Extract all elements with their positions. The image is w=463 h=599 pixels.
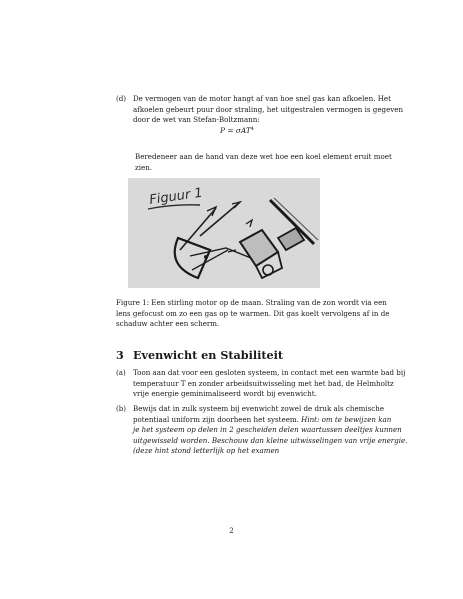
equation-body: P = σAT <box>220 126 251 135</box>
stefan-boltzmann-equation <box>220 126 254 135</box>
question-d-line: De vermogen van de motor hangt af van hoe snel gas kan afkoelen. Het <box>133 94 391 103</box>
question-a-line: vrije energie geminimaliseerd wordt bij evenwicht. <box>133 389 317 399</box>
question-b-text <box>133 404 407 457</box>
question-d-line: door de wet van Stefan-Boltzmann: <box>133 115 260 125</box>
equation-exponent: 4 <box>250 126 254 132</box>
question-d-line: afkoelen gebeurt puur door straling, het uitgestralen vermogen is gegeven <box>133 104 404 114</box>
figure-handwritten-label: Figuur 1 <box>148 185 204 208</box>
question-d-reasoning <box>135 152 392 173</box>
section-number: 3 <box>116 348 124 362</box>
section-title: Evenwicht en Stabiliteit <box>133 348 284 362</box>
reasoning-line: Beredeneer aan de hand van deze wet hoe een koel element eruit moet <box>135 152 392 161</box>
question-d-text <box>133 94 403 126</box>
caption-line: schaduw achter een scherm. <box>116 319 220 329</box>
hint-line: uitgewisseld worden. Beschouw dan kleine uitwisselingen van vrije energie. <box>133 435 408 445</box>
question-a-label: (a) <box>116 368 126 377</box>
question-d-label: (d) <box>116 94 127 103</box>
question-b-line: Bewijs dat in zulk systeem bij evenwicht zowel de druk als chemische <box>133 404 385 413</box>
figure-caption <box>116 298 389 330</box>
question-a-line: temperatuur T en zonder arbeidsuitwisseling met het bad, de Helmholtz <box>133 378 394 388</box>
hint-line: je het systeem op delen in 2 gescheiden delen waartussen deeltjes kunnen <box>133 425 402 435</box>
caption-line: Figure 1: Een stirling motor op de maan. Straling van de zon wordt via een <box>116 298 387 307</box>
section-heading <box>116 348 283 362</box>
stirling-sketch-drawing <box>128 178 320 288</box>
hint-line: (deze hint stond letterlijk op het examen <box>133 446 280 456</box>
question-b-label: (b) <box>116 404 127 413</box>
page-number: 2 <box>229 526 234 535</box>
caption-line: lens gefocust om zo een gas op te warmen. Dit gas koelt vervolgens af in de <box>116 308 390 318</box>
hint-start: Hint: om te bewijzen kan <box>301 414 392 424</box>
question-b-plain: potentiaal uniform zijn doorheen het systeem. <box>133 414 302 424</box>
question-b-line-with-hint <box>133 415 407 426</box>
reasoning-line: zien. <box>135 162 153 172</box>
question-a-line: Toon aan dat voor een gesloten systeem, in contact met een warmte bad bij <box>133 368 406 377</box>
figure-sketch <box>128 178 320 288</box>
question-a-text <box>133 368 405 400</box>
